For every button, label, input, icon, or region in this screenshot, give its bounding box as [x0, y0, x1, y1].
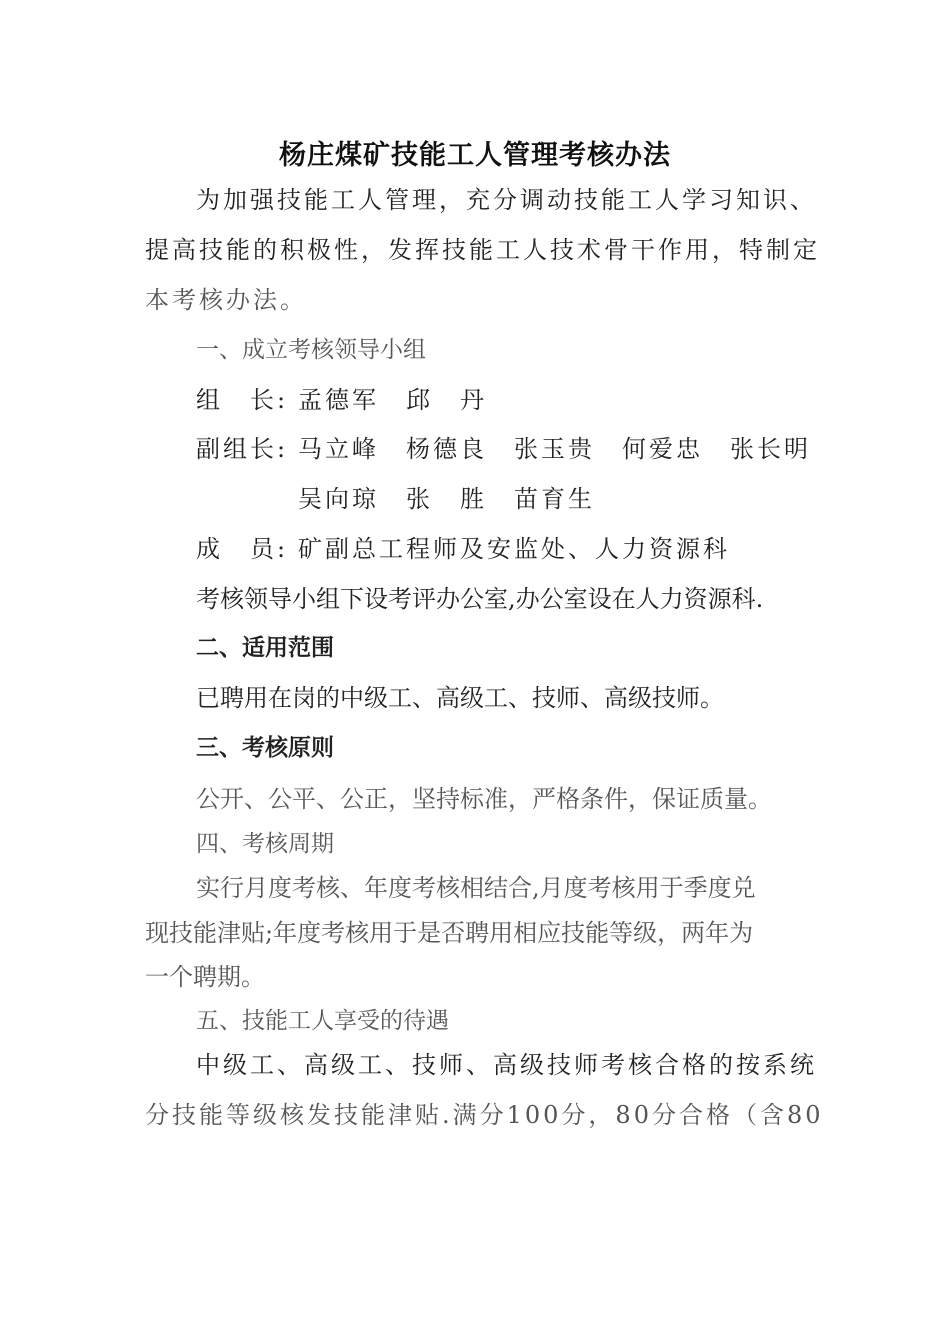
- leader-label: 组 长:: [196, 386, 289, 414]
- member-label: 成 员:: [196, 535, 289, 563]
- deputy-names-line1: 马立峰 杨德良 张玉贵 何爱忠 张长明: [298, 435, 811, 463]
- section2-text: 已聘用在岗的中级工、高级工、技师、高级技师。: [196, 684, 724, 712]
- leader-row: [196, 385, 487, 415]
- intro-line-3: 本考核办法。: [145, 286, 307, 314]
- section4-line-1: 实行月度考核、年度考核相结合,月度考核用于季度兑: [196, 874, 756, 902]
- document-title: 杨庄煤矿技能工人管理考核办法: [279, 140, 671, 171]
- deputy-row: [196, 434, 811, 464]
- section4-line-3: 一个聘期。: [145, 963, 265, 991]
- deputy-names-line2: 吴向琼 张 胜 苗育生: [298, 485, 595, 513]
- section1-heading: 一、成立考核领导小组: [196, 337, 426, 363]
- deputy-label: 副组长:: [196, 435, 289, 463]
- section4-line-2: 现技能津贴;年度考核用于是否聘用相应技能等级，两年为: [145, 919, 754, 947]
- member-row: [196, 534, 730, 564]
- section4-heading: 四、考核周期: [196, 831, 334, 857]
- intro-line-1: 为加强技能工人管理，充分调动技能工人学习知识、: [196, 186, 817, 214]
- section5-heading: 五、技能工人享受的待遇: [196, 1008, 449, 1034]
- intro-line-2: 提高技能的积极性，发挥技能工人技术骨干作用，特制定: [145, 236, 820, 264]
- section3-text: 公开、公平、公正，坚持标准，严格条件，保证质量。: [196, 785, 772, 813]
- leader-names: 孟德军 邱 丹: [298, 386, 487, 414]
- section2-heading: 二、适用范围: [196, 635, 334, 661]
- section3-heading: 三、考核原则: [196, 735, 334, 761]
- section5-line-2: 分技能等级核发技能津贴.满分100分，80分合格（含80: [145, 1101, 824, 1129]
- office-note: 考核领导小组下设考评办公室,办公室设在人力资源科.: [196, 585, 764, 613]
- section5-line-1: 中级工、高级工、技师、高级技师考核合格的按系统: [196, 1051, 817, 1079]
- member-names: 矿副总工程师及安监处、人力资源科: [298, 535, 730, 563]
